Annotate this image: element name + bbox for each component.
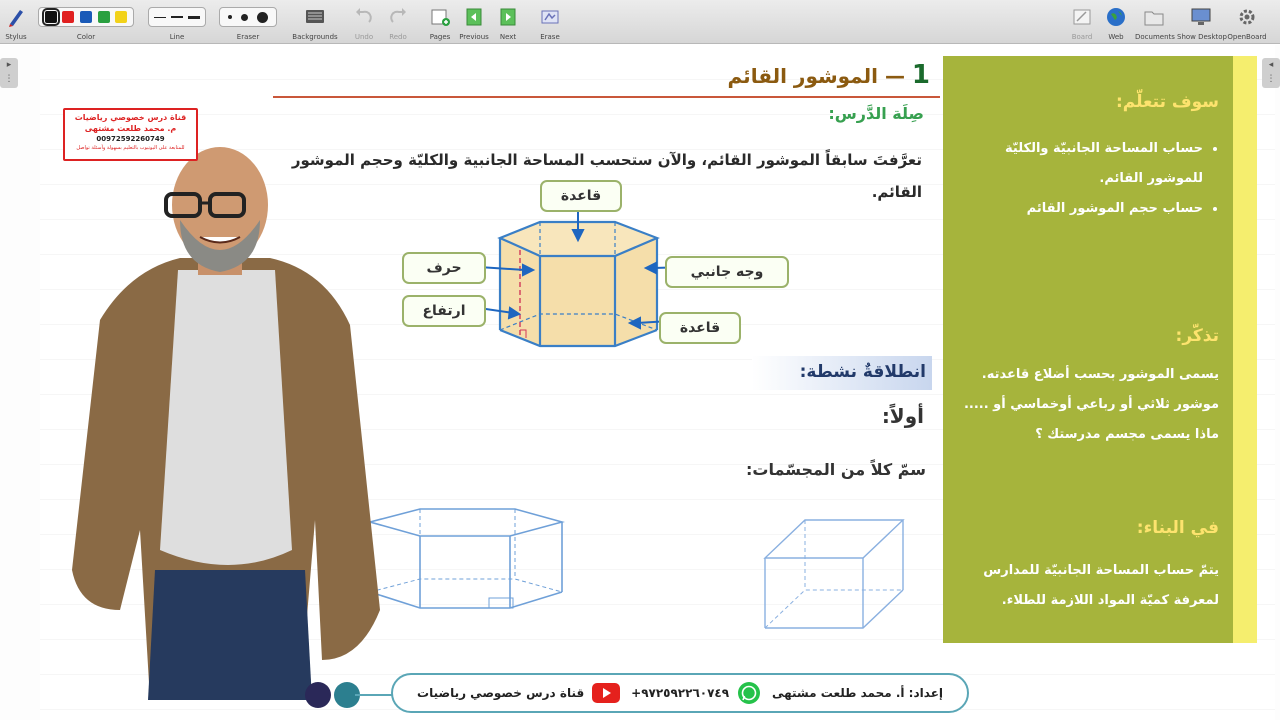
undo-button[interactable] xyxy=(350,2,378,42)
color-palette xyxy=(38,7,134,27)
toolbar xyxy=(0,0,1280,44)
board-icon xyxy=(1071,6,1093,28)
channel-logo-card xyxy=(63,108,198,161)
right-panel-toggle[interactable]: ◂ ⋮ xyxy=(1262,58,1280,88)
next-button[interactable] xyxy=(494,2,522,42)
whatsapp-contact xyxy=(631,681,761,705)
will-learn-list xyxy=(954,134,1219,224)
construction-text: يتمّ حساب المساحة الجانبيّة للمدارس لمعرفة كميّة المواد اللازمة للطلاء. xyxy=(983,563,1219,608)
prepared-by xyxy=(772,686,943,700)
line-thick-option[interactable] xyxy=(188,16,200,19)
name-solids-prompt: سمّ كلاً من المجسّمات: xyxy=(746,460,926,479)
color-swatch-blue[interactable] xyxy=(80,11,92,23)
color-swatch-yellow[interactable] xyxy=(115,11,127,23)
presenter-image xyxy=(60,140,390,700)
will-learn-item: • حساب حجم الموشور القائم xyxy=(954,194,1203,224)
line-medium-option[interactable] xyxy=(171,16,183,18)
undo-icon xyxy=(353,6,375,28)
label-base-bottom: قاعدة xyxy=(659,312,741,344)
channel-name: قناة درس خصوصي رياضيات xyxy=(417,686,585,700)
pages-label: Pages xyxy=(429,33,451,41)
erase-label: Erase xyxy=(540,33,560,41)
title-underline xyxy=(273,96,940,98)
pages-icon xyxy=(429,6,451,28)
backgrounds-label: Backgrounds xyxy=(292,33,338,41)
eraser-small-option[interactable] xyxy=(228,15,232,19)
show-desktop-button[interactable] xyxy=(1177,2,1225,42)
pages-button[interactable] xyxy=(425,2,455,42)
label-base-top: قاعدة xyxy=(540,180,622,212)
whatsapp-icon xyxy=(737,681,761,705)
documents-label: Documents xyxy=(1135,33,1175,41)
show-desktop-icon xyxy=(1190,6,1212,28)
line-label: Line xyxy=(169,33,185,41)
brand-tagline: للمتابعة على اليوتيوب بالتعليم بسهولة وأسئلة تواصل xyxy=(76,145,185,151)
remember-question: ماذا يسمى مجسم مدرستك ؟ xyxy=(1035,427,1219,442)
lesson-number: 1 xyxy=(911,60,930,90)
color-swatch-green[interactable] xyxy=(98,11,110,23)
stylus-icon xyxy=(5,6,27,28)
hexagonal-prism-outline xyxy=(365,504,565,616)
brand-phone: 00972592260749 xyxy=(96,135,165,143)
previous-label: Previous xyxy=(459,33,489,41)
title-dash: — xyxy=(884,64,905,88)
eraser-label: Eraser xyxy=(236,33,260,41)
decor-dot-dark xyxy=(305,682,331,708)
prism-diagram xyxy=(395,180,795,350)
erase-icon xyxy=(539,6,561,28)
sidebar-accent-strip xyxy=(1233,56,1257,643)
openboard-icon xyxy=(1236,6,1258,28)
openboard-label: OpenBoard xyxy=(1227,33,1267,41)
web-label: Web xyxy=(1108,33,1124,41)
brand-channel-name: قناة درس خصوصي رياضيات xyxy=(74,113,187,122)
label-height: ارتفاع xyxy=(402,295,486,327)
remember-line: يسمى الموشور بحسب أضلاع قاعدته. موشور ثلاثي أو رباعي أوخماسي أو ..... xyxy=(963,367,1219,412)
lesson-title-text: الموشور القائم xyxy=(727,64,878,88)
credits-footer xyxy=(391,673,969,713)
rectangular-prism-outline xyxy=(763,518,908,630)
line-tool xyxy=(146,2,208,42)
redo-button[interactable] xyxy=(384,2,412,42)
eraser-large-option[interactable] xyxy=(257,12,268,23)
next-icon xyxy=(497,6,519,28)
board-button[interactable] xyxy=(1068,2,1096,42)
documents-icon xyxy=(1143,6,1165,28)
whatsapp-phone: +٩٧٢٥٩٢٢٦٠٧٤٩ xyxy=(631,686,730,700)
color-swatch-black[interactable] xyxy=(45,11,57,23)
prepared-by-text: إعداد: أ. محمد طلعت مشتهى xyxy=(771,686,943,700)
previous-icon xyxy=(463,6,485,28)
openboard-button[interactable] xyxy=(1227,2,1267,42)
footer-connector xyxy=(355,694,393,696)
line-width-selector xyxy=(148,7,206,27)
erase-button[interactable] xyxy=(535,2,565,42)
youtube-icon xyxy=(592,683,620,703)
stylus-label: Stylus xyxy=(5,33,27,41)
remember-text xyxy=(954,360,1219,450)
previous-button[interactable] xyxy=(457,2,491,42)
eraser-medium-option[interactable] xyxy=(241,14,248,21)
board-label: Board xyxy=(1071,33,1093,41)
redo-icon xyxy=(387,6,409,28)
construction-heading: في البناء: xyxy=(1136,518,1219,538)
first-heading: أولاً: xyxy=(881,404,924,428)
show-desktop-label: Show Desktop xyxy=(1177,33,1227,41)
lesson-title xyxy=(728,60,931,90)
redo-label: Redo xyxy=(389,33,407,41)
eraser-size-selector xyxy=(219,7,277,27)
brand-teacher-name: م. محمد طلعت مشتهى xyxy=(84,124,177,133)
documents-button[interactable] xyxy=(1135,2,1173,42)
lesson-intro-text: تعرَّفتَ سابقاً الموشور القائم، والآن ستحسب المساحة الجانبية والكليّة وحجم الموشور القائم. xyxy=(291,151,922,201)
label-edge: حرف xyxy=(402,252,486,284)
color-label: Color xyxy=(76,33,96,41)
web-button[interactable] xyxy=(1102,2,1130,42)
learning-sidebar xyxy=(943,56,1233,643)
left-panel-toggle[interactable]: ▸ ⋮ xyxy=(0,58,18,88)
backgrounds-icon xyxy=(304,6,326,28)
eraser-tool xyxy=(217,2,279,42)
youtube-channel xyxy=(417,683,620,703)
web-icon xyxy=(1105,6,1127,28)
activity-heading: انطلاقةٌ نشطة: xyxy=(752,356,932,390)
color-tool xyxy=(36,2,136,42)
remember-heading: تذكّر: xyxy=(1175,326,1219,346)
next-label: Next xyxy=(499,33,517,41)
label-lateral-face: وجه جانبي xyxy=(665,256,789,288)
line-thin-option[interactable] xyxy=(154,17,166,18)
lesson-link-heading: صِلَة الدَّرس: xyxy=(828,104,924,123)
stylus-tool[interactable] xyxy=(2,2,30,42)
color-swatch-red[interactable] xyxy=(62,11,74,23)
will-learn-item: • حساب المساحة الجانبيّة والكليّة للموشور القائم. xyxy=(954,134,1203,194)
backgrounds-button[interactable] xyxy=(292,2,338,42)
will-learn-heading: سوف تتعلّم: xyxy=(1115,92,1219,112)
undo-label: Undo xyxy=(354,33,374,41)
